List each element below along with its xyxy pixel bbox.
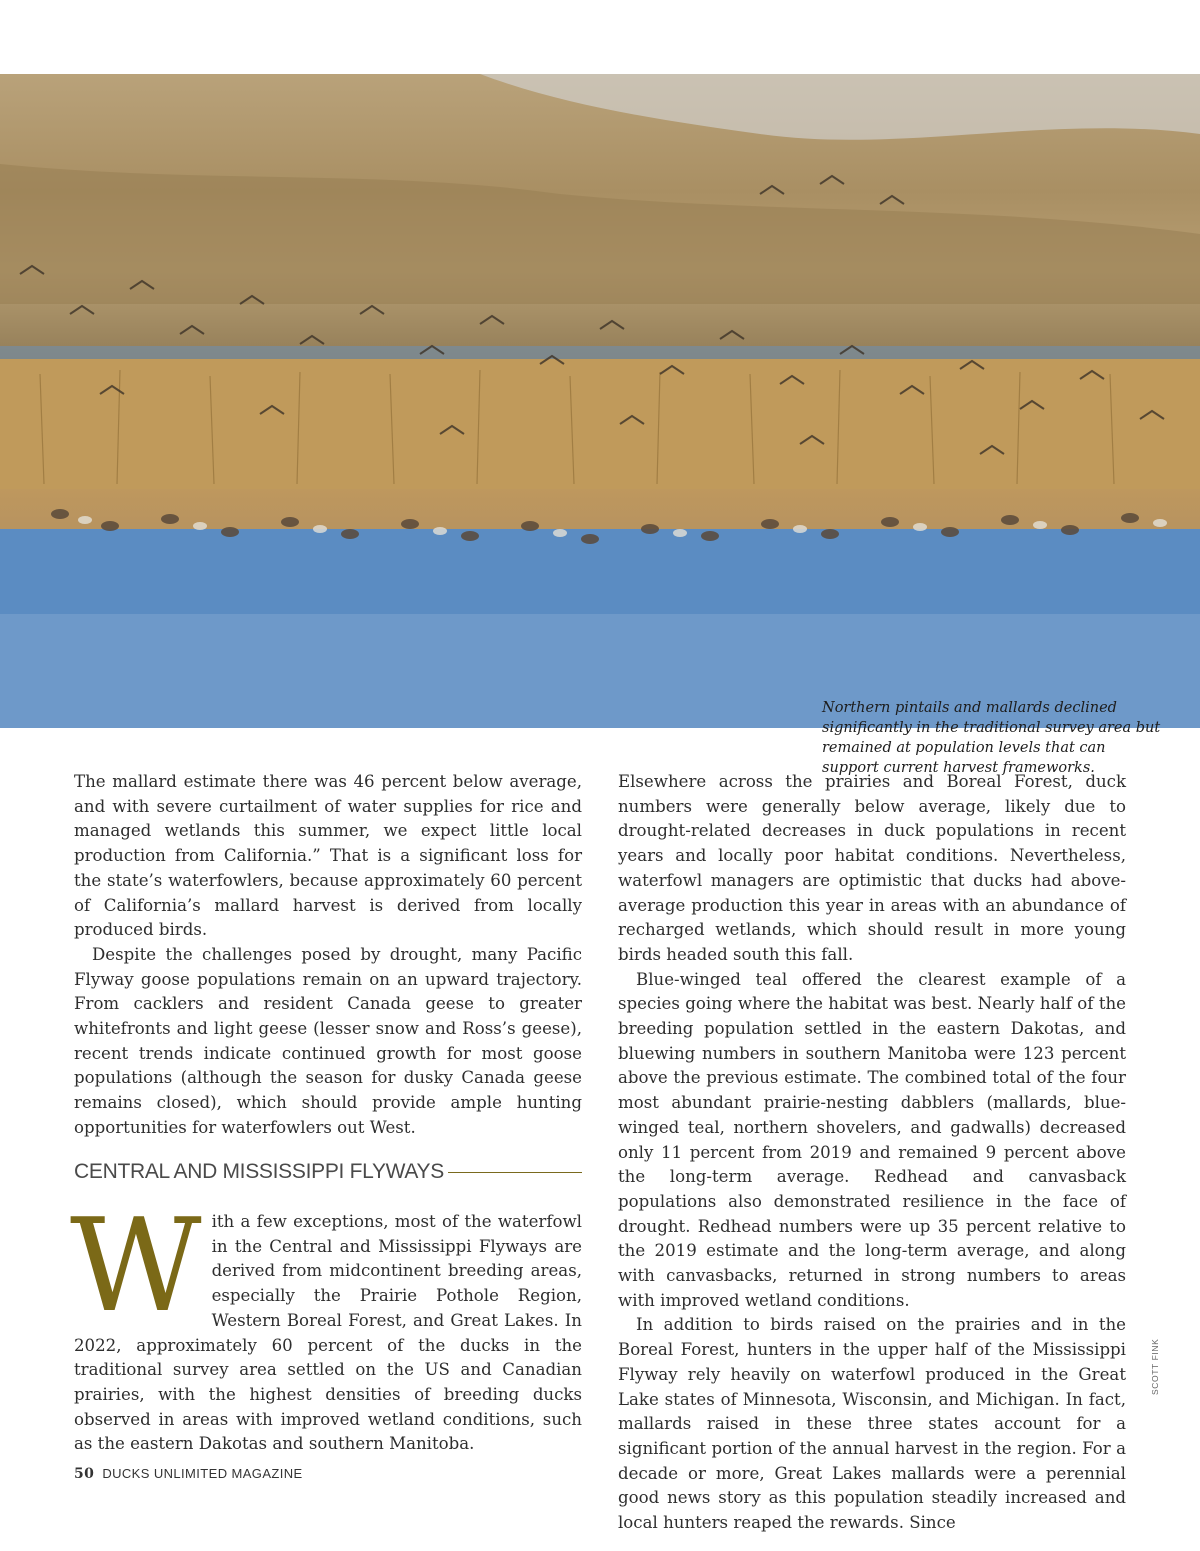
drop-cap: W xyxy=(70,1192,202,1341)
photo-credit: SCOTT FINK xyxy=(1150,1338,1160,1395)
section-heading: CENTRAL AND MISSISSIPPI FLYWAYS xyxy=(74,1160,444,1183)
wetland-ducks-illustration xyxy=(0,74,1200,728)
section-body xyxy=(70,1192,582,1457)
photo-caption: Northern pintails and mallards declined significantly in the traditional survey area but remained at population levels that can support current harvest frameworks. xyxy=(822,700,1161,776)
body-paragraph: ith a few exceptions, most of the waterfowl in the Central and Mississippi Flyways are derived from midcontinent breeding areas, especially the Prairie Pothole Region, Western Boreal Forest, and Great Lakes. In 2022, approximately 60 percent of the ducks in the traditional survey area settled on the US and Canadian prairies, with the highest densities of breeding ducks observed in areas with improved wetland conditions, such as the eastern Dakotas and southern Manitoba. xyxy=(74,1212,582,1454)
right-column xyxy=(618,770,1126,1536)
body-paragraph: The mallard estimate there was 46 percent below average, and with severe curtailment of water supplies for rice and managed wetlands this summer, we expect little local production from California.” That is a significant loss for the state’s waterfowlers, because approximately 60 percent of California’s mallard harvest is derived from locally produced birds. xyxy=(74,772,582,940)
heading-rule xyxy=(448,1172,582,1173)
body-paragraph: Blue-winged teal offered the clearest example of a species going where the habitat was best. Nearly half of the breeding population settled in the eastern Dakotas, and bluewing numbers in southern Manitoba were 123 percent above the previous estimate. The combined total of the four most abundant prairie-nesting dabblers (mallards, blue-winged teal, northern shovelers, and gadwalls) decreased only 11 percent from 2019 and remained 9 percent above the long-term average. Redhead and canvasback populations also demonstrated resilience in the face of drought. Redhead numbers were up 35 percent relative to the 2019 estimate and the long-term average, and along with canvasbacks, returned in strong numbers to areas with improved wetland conditions. xyxy=(618,969,1126,1310)
section-heading-row xyxy=(74,1160,582,1184)
hero-photo xyxy=(0,74,1200,776)
body-paragraph: Elsewhere across the prairies and Boreal Forest, duck numbers were generally below average, likely due to drought-related decreases in duck populations in recent years and locally poor habitat conditions. Nevertheless, waterfowl managers are optimistic that ducks had above-average production this year in areas with an abundance of recharged wetlands, which should result in more young birds headed south this fall. xyxy=(618,772,1126,964)
left-column xyxy=(74,770,582,1141)
body-paragraph: Despite the challenges posed by drought, many Pacific Flyway goose populations remain on an upward trajectory. From cacklers and resident Canada geese to greater whitefronts and light geese (lesser snow and Ross’s geese), recent trends indicate continued growth for most goose populations (although the season for dusky Canada geese remains closed), which should provide ample hunting opportunities for waterfowlers out West. xyxy=(74,944,582,1137)
body-paragraph: In addition to birds raised on the prairies and in the Boreal Forest, hunters in the upper half of the Mississippi Flyway rely heavily on waterfowl produced in the Great Lake states of Minnesota, Wisconsin, and Michigan. In fact, mallards raised in these three states account for a significant portion of the annual harvest in the region. For a decade or more, Great Lakes mallards were a perennial good news story as this population steadily increased and local hunters reaped the rewards. Since xyxy=(618,1315,1126,1533)
page-footer xyxy=(74,1466,303,1482)
publication-name: DUCKS UNLIMITED MAGAZINE xyxy=(102,1466,303,1481)
page-number: 50 xyxy=(74,1466,95,1482)
